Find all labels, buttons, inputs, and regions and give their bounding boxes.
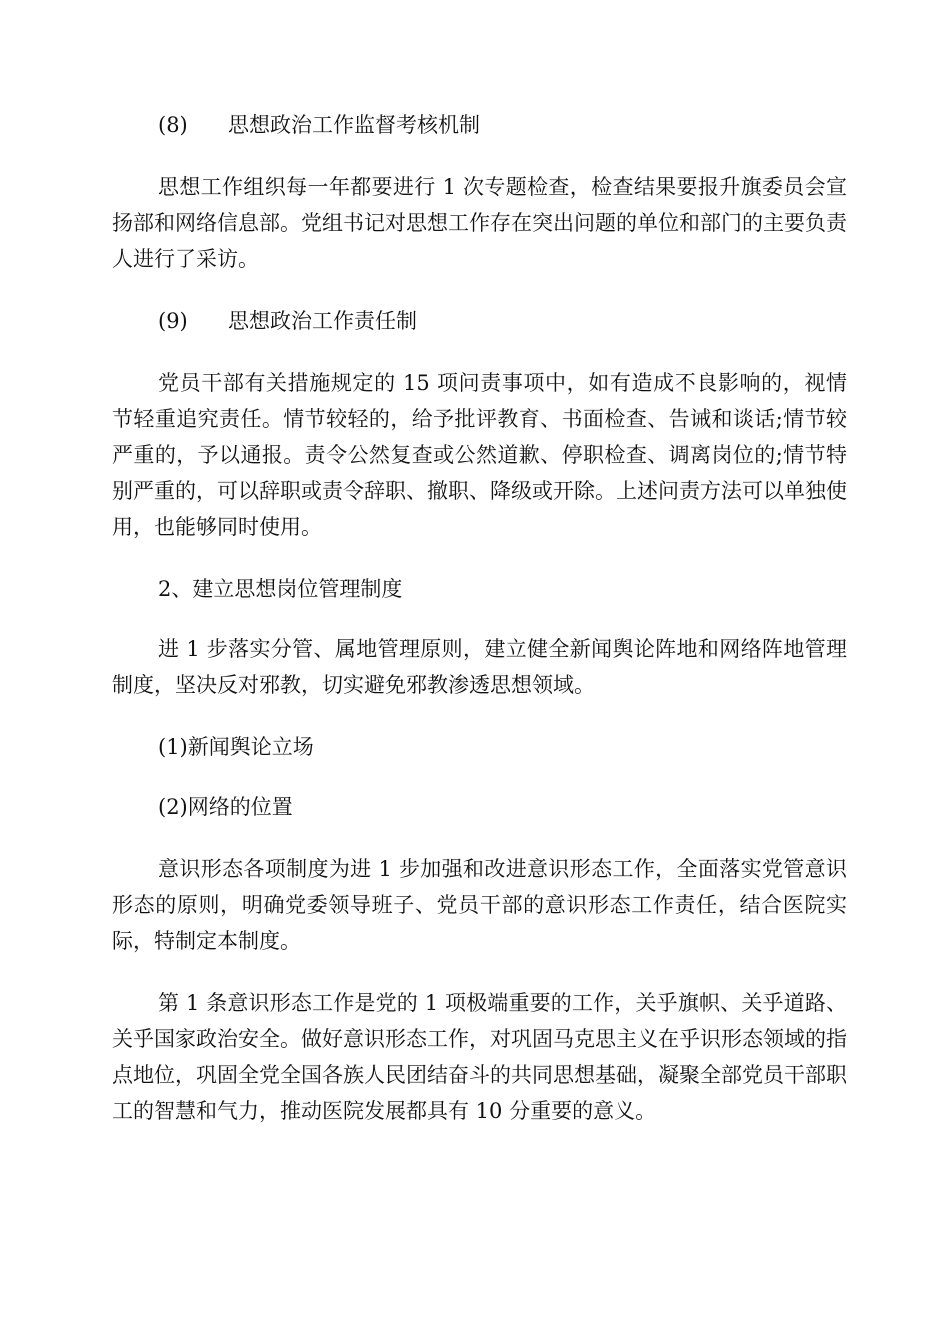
heading-9-number: (9) bbox=[158, 309, 188, 333]
paragraph-accountability: 党员干部有关措施规定的 15 项问责事项中，如有造成不良影响的，视情节轻重追究责任。情节较轻的，给予批评教育、书面检查、告诫和谈话;情节较严重的，予以通报。责令公然复查或公然道歉、停职检查、调离岗位的;情节特别严重的，可以辞职或责令辞职、撤职、降级或开除。上述问责方法可以单独使用，也能够同时使用。 bbox=[112, 371, 847, 539]
heading-9-text: 思想政治工作责任制 bbox=[228, 309, 417, 333]
list-item-news-position: (1)新闻舆论立场 bbox=[158, 735, 314, 759]
heading-8-text: 思想政治工作监督考核机制 bbox=[228, 113, 480, 137]
paragraph-ideology-system: 意识形态各项制度为进 1 步加强和改进意识形态工作，全面落实党管意识形态的原则，明确党委领导班子、党员干部的意识形态工作责任，结合医院实际，特制定本制度。 bbox=[112, 857, 847, 953]
paragraph-management: 进 1 步落实分管、属地管理原则，建立健全新闻舆论阵地和网络阵地管理制度，坚决反对邪教，切实避免邪教渗透思想领域。 bbox=[112, 637, 847, 697]
document-body bbox=[112, 107, 847, 1129]
heading-9 bbox=[112, 303, 847, 339]
list-item-network-position: (2)网络的位置 bbox=[158, 795, 293, 819]
paragraph-article-1: 第 1 条意识形态工作是党的 1 项极端重要的工作，关乎旗帜、关乎道路、关乎国家政治安全。做好意识形态工作，对巩固马克思主义在乎识形态领域的指点地位，巩固全党全国各族人民团结奋斗的共同思想基础，凝聚全部党员干部职工的智慧和气力，推动医院发展都具有 10 分重要的意义。 bbox=[112, 991, 847, 1123]
section-2-heading: 2、建立思想岗位管理制度 bbox=[158, 577, 403, 601]
heading-8 bbox=[112, 107, 847, 143]
paragraph-inspection: 思想工作组织每一年都要进行 1 次专题检查，检查结果要报升旗委员会宣扬部和网络信息部。党组书记对思想工作存在突出问题的单位和部门的主要负责人进行了采访。 bbox=[112, 175, 847, 271]
heading-8-number: (8) bbox=[158, 113, 188, 137]
